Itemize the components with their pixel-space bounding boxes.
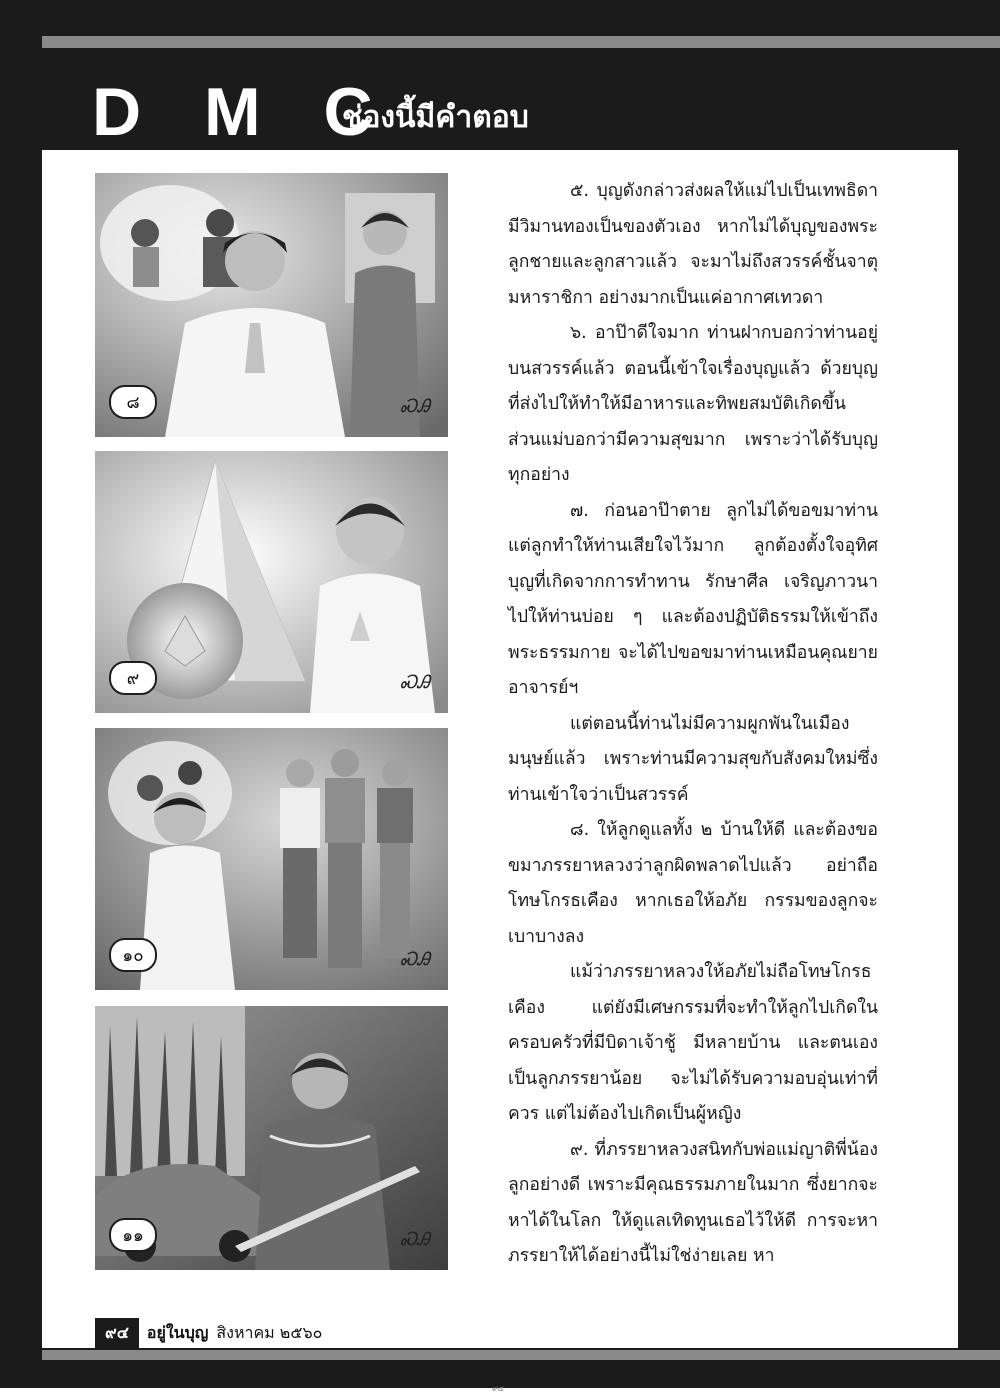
illustration-8 xyxy=(95,173,448,437)
paragraph: ๕. บุญดังกล่าวส่งผลให้แม่ไปเป็นเทพธิดา มีวิมานทองเป็นของตัวเอง หากไม่ได้บุญของพระลูกชายและลูกสาวแล้ว จะมาไม่ถึงสวรรค์ชั้นจาตุมหาราชิกา อย่างมากเป็นแค่อากาศเทวดา xyxy=(508,181,878,308)
artist-signature: ᏍᎯ xyxy=(400,396,430,417)
paragraph: แม้ว่าภรรยาหลวงให้อภัยไม่ถือโทษโกรธเคือง แต่ยังมีเศษกรรมที่จะทำให้ลูกไปเกิดในครอบครัวที่มีบิดาเจ้าชู้ มีหลายบ้าน และตนเองเป็นลูกภรรยาน้อย จะไม่ได้รับความอบอุ่นเท่าที่ควร แต่ไม่ต้องไปเกิดเป็นผู้หญิง xyxy=(508,962,878,1124)
section-title: ช่องนี้มีคำตอบ xyxy=(342,100,529,135)
illustration-9 xyxy=(95,451,448,713)
artist-signature: ᏍᎯ xyxy=(400,1229,430,1250)
page-number: ๙๔ xyxy=(95,1318,139,1349)
illustration-number-badge: ๑๑ xyxy=(109,1218,157,1252)
illustration-11 xyxy=(95,1006,448,1270)
bottom-rule xyxy=(42,1350,1000,1360)
illustration-number-badge: ๘ xyxy=(109,385,157,419)
illustration-number-badge: ๙ xyxy=(109,661,157,695)
artist-signature: ᏍᎯ xyxy=(400,672,430,693)
issue-date: สิงหาคม ๒๕๖๐ xyxy=(216,1322,323,1342)
top-rule xyxy=(42,36,1000,48)
paragraph: ๖. อาป๊าดีใจมาก ท่านฝากบอกว่าท่านอยู่บนสวรรค์แล้ว ตอนนี้เข้าใจเรื่องบุญแล้ว ด้วยบุญที่ส่งไปให้ทำให้มีอาหารและทิพยสมบัติเกิดขึ้น ส่วนแม่บอกว่ามีความสุขมาก เพราะว่าได้รับบุญทุกอย่าง xyxy=(508,323,878,485)
page-footer xyxy=(95,1318,322,1348)
bottom-page-mark: ๙๔ xyxy=(492,1384,504,1393)
paragraph: ๗. ก่อนอาป๊าตาย ลูกไม่ได้ขอขมาท่าน แต่ลูกทำให้ท่านเสียใจไว้มาก ลูกต้องตั้งใจอุทิศบุญที่เกิดจากการทำทาน รักษาศีล เจริญภาวนาไปให้ท่านบ่อย ๆ และต้องปฏิบัติธรรมให้เข้าถึงพระธรรมกาย จะได้ไปขอขมาท่านเหมือนคุณยายอาจารย์ฯ xyxy=(508,500,878,698)
illustration-number-badge: ๑๐ xyxy=(109,938,157,972)
magazine-title: อยู่ในบุญ xyxy=(146,1322,209,1342)
paragraph: ๙. ที่ภรรยาหลวงสนิทกับพ่อแม่ญาติพี่น้องลูกอย่างดี เพราะมีคุณธรรมภายในมาก ซึ่งยากจะหาได้ในโลก ให้ดูแลเทิดทูนเธอไว้ให้ดี การจะหาภรรยาให้ได้อย่างนี้ไม่ใช่ง่ายเลย หา xyxy=(508,1139,878,1266)
brand-heading: D M C xyxy=(92,74,395,150)
illustration-10 xyxy=(95,728,448,990)
artist-signature: ᏍᎯ xyxy=(400,949,430,970)
article-body xyxy=(508,174,878,1275)
paragraph: ๘. ให้ลูกดูแลทั้ง ๒ บ้านให้ดี และต้องขอขมาภรรยาหลวงว่าลูกผิดพลาดไปแล้ว อย่าถือโทษโกรธเคือง หากเธอให้อภัย กรรมของลูกจะเบาบางลง xyxy=(508,820,878,947)
paragraph: แต่ตอนนี้ท่านไม่มีความผูกพันในเมืองมนุษย์แล้ว เพราะท่านมีความสุขกับสังคมใหม่ซึ่งท่านเข้าใจว่าเป็นสวรรค์ xyxy=(508,713,878,805)
